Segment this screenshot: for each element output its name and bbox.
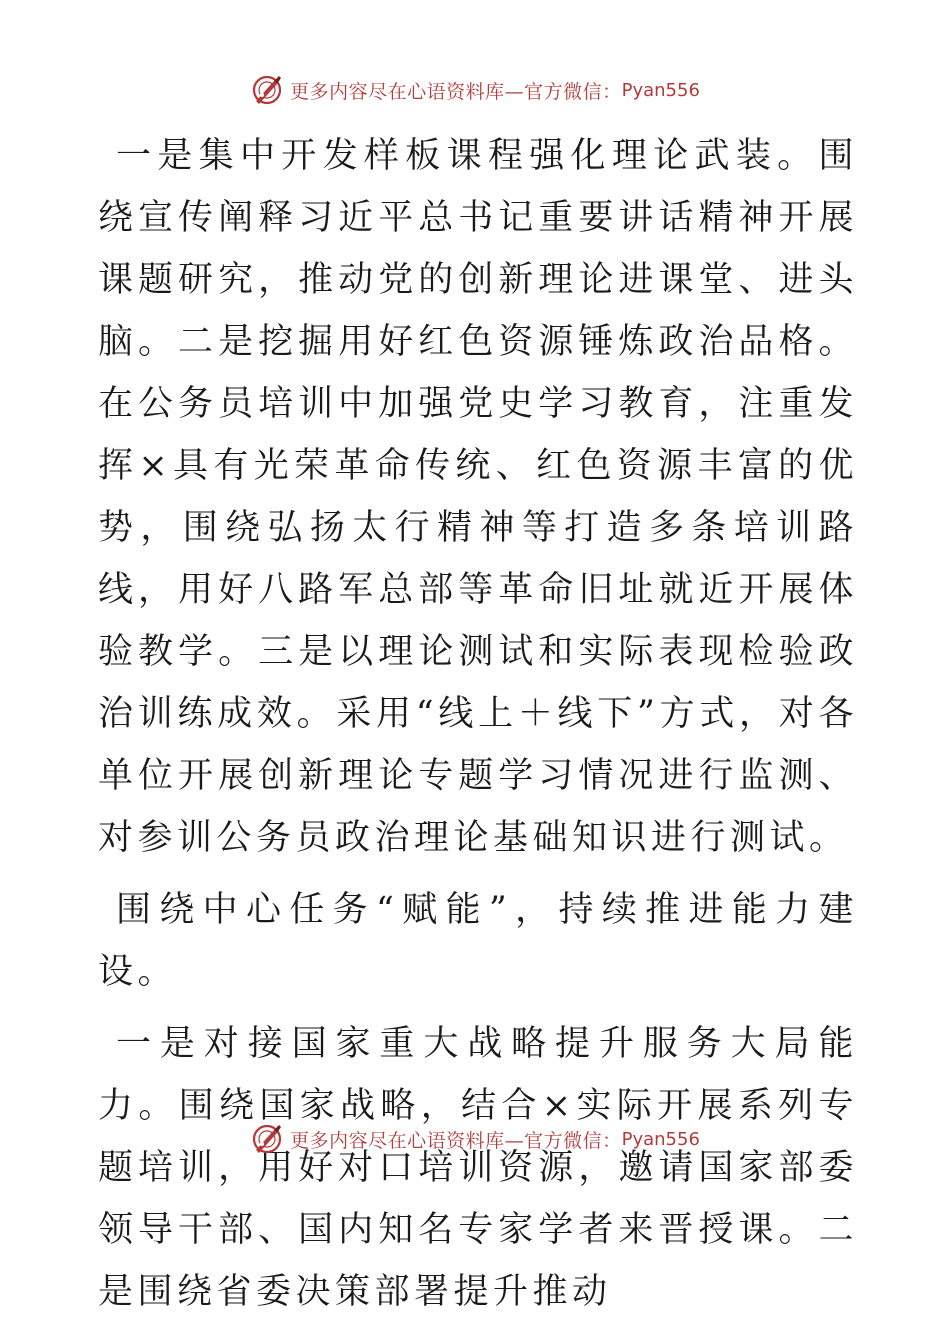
watermark-text: 更多内容尽在心语资料库—官方微信：: [290, 80, 622, 103]
paragraph: 围绕中心任务“赋能”，持续推进能力建设。: [98, 890, 858, 992]
seal-logo-icon: [250, 73, 284, 107]
footer-watermark: [0, 1119, 950, 1159]
seal-logo-icon: [250, 1122, 284, 1156]
watermark-wechat-id: Pyan556: [621, 79, 700, 101]
header-watermark: [0, 70, 950, 110]
watermark-text: 更多内容尽在心语资料库—官方微信：: [290, 1129, 622, 1152]
paragraph: 一是对接国家重大战略提升服务大局能力。围绕国家战略，结合×实际开展系列专题培训，用好对口培训资源，邀请国家部委领导干部、国内知名专家学者来晋授课。二是围绕省委决策部署提升推动: [98, 1024, 858, 1312]
paragraph: 一是集中开发样板课程强化理论武装。围绕宣传阐释习近平总书记重要讲话精神开展课题研究，推动党的创新理论进课堂、进头脑。二是挖掘用好红色资源锤炼政治品格。在公务员培训中加强党史学习教育，注重发挥×具有光荣革命传统、红色资源丰富的优势，围绕弘扬太行精神等打造多条培训路线，用好八路军总部等革命旧址就近开展体验教学。三是以理论测试和实际表现检验政治训练成效。采用“线上＋线下”方式，对各单位开展创新理论专题学习情况进行监测、对参训公务员政治理论基础知识进行测试。: [98, 136, 858, 858]
watermark-wechat-id: Pyan556: [621, 1128, 700, 1150]
